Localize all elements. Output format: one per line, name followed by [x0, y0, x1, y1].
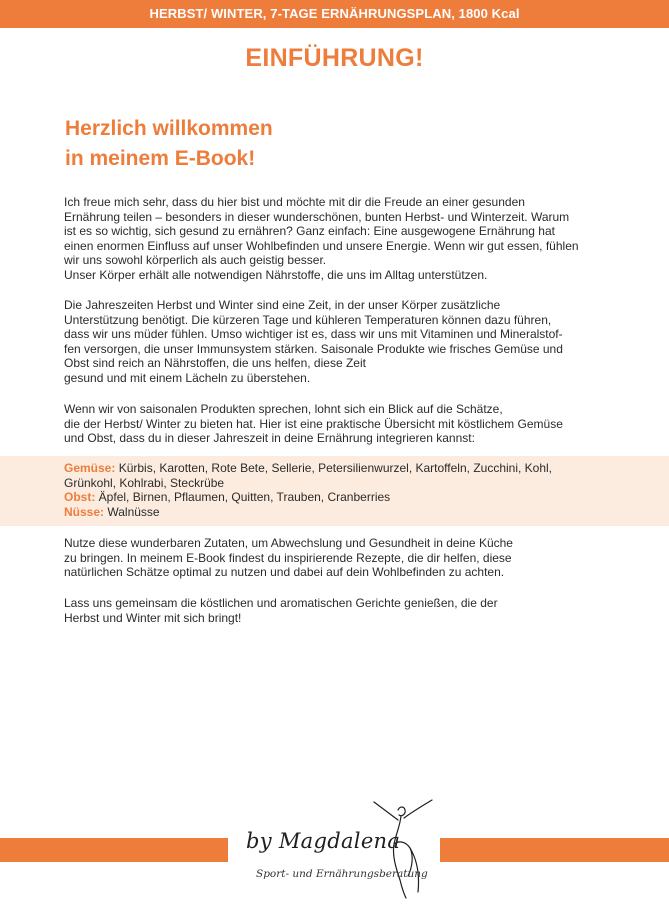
treasures-line: und Obst, dass du in dieser Jahreszeit in deine Ernährung integrieren kannst: [64, 431, 475, 445]
nuts-list: Walnüsse [104, 504, 160, 519]
greeting-heading [65, 114, 273, 174]
intro-line: Unser Körper erhält alle notwendigen Nährstoffe, die uns im Alltag unterstützen. [64, 267, 488, 282]
nuts-label: Nüsse: [64, 504, 105, 519]
seasons-line: dass wir uns müder fühlen. Umso wichtiger ist es, dass wir uns mit Vitaminen und Mineralstof- [64, 327, 563, 341]
seasons-line: gesund und mit einem Lächeln zu überstehen. [64, 370, 311, 385]
nuts-row [64, 505, 552, 520]
intro-line: Ich freue mich sehr, dass du hier bist und möchte mit dir die Freude an einer gesunden [64, 195, 525, 209]
usage-line: zu bringen. In meinem E-Book findest du inspirierende Rezepte, die dir helfen, diese [64, 550, 512, 565]
treasures-paragraph [64, 402, 604, 446]
closing-line: Herbst und Winter mit sich bringt! [64, 610, 242, 625]
treasures-line: die der Herbst/ Winter zu bieten hat. Hier ist eine praktische Übersicht mit köstlichem Gemüse [64, 416, 563, 431]
usage-line: Nutze diese wunderbaren Zutaten, um Abwechslung und Gesundheit in deine Küche [64, 536, 513, 550]
vegetables-label: Gemüse: [64, 461, 116, 475]
vegetables-row-continued: Grünkohl, Kohlrabi, Steckrübe [64, 475, 225, 490]
intro-line: Ernährung teilen – besonders in dieser wunderschönen, bunten Herbst- und Winterzeit. Warum [64, 209, 570, 224]
seasons-line: Obst sind reich an Nährstoffen, die uns helfen, diese Zeit [64, 356, 366, 370]
intro-line: einen enormen Einfluss auf unser Wohlbefinden und unsere Energie. Wenn wir gut essen, fühlen [64, 238, 579, 253]
seasons-line: Die Jahreszeiten Herbst und Winter sind eine Zeit, in der unser Körper zusätzliche [64, 298, 501, 312]
fruit-row [64, 490, 552, 505]
treasures-line: Wenn wir von saisonalen Produkten sprechen, lohnt sich ein Blick auf die Schätze, [64, 402, 503, 416]
intro-paragraph [64, 195, 604, 282]
seasons-line: fen versorgen, die unser Immunsystem stärken. Saisonale Produkte wie frisches Gemüse und [64, 341, 563, 356]
fruit-list: Äpfel, Birnen, Pflaumen, Quitten, Trauben, Cranberries [95, 490, 391, 504]
seasons-line: Unterstützung benötigt. Die kürzeren Tage und kühleren Temperaturen können dazu führen, [64, 312, 552, 327]
intro-line: ist es so wichtig, sich gesund zu ernähren? Ganz einfach: Eine ausgewogene Ernährung hat [64, 224, 555, 238]
seasons-paragraph [64, 298, 604, 385]
header-bar [0, 0, 669, 28]
header-text: HERBST/ WINTER, 7-TAGE ERNÄHRUNGSPLAN, 1800 Kcal [149, 6, 520, 21]
greeting-line-2: in meinem E-Book! [65, 147, 256, 170]
closing-line: Lass uns gemeinsam die köstlichen und aromatischen Gerichte genießen, die der [64, 596, 498, 610]
usage-line: natürlichen Schätze optimal zu nutzen und dabei auf dein Wohlbefinden zu achten. [64, 565, 505, 579]
usage-paragraph [64, 536, 604, 580]
page-title: EINFÜHRUNG! [245, 44, 424, 72]
produce-list [64, 461, 552, 519]
vegetables-row [64, 461, 552, 476]
fruit-label: Obst: [64, 490, 96, 504]
vegetables-list: Kürbis, Karotten, Rote Bete, Sellerie, Petersilienwurzel, Kartoffeln, Zucchini, Kohl, [115, 461, 553, 475]
closing-paragraph [64, 596, 604, 625]
intro-line: wir uns sowohl körperlich als auch geistig besser. [64, 253, 327, 267]
greeting-line-1: Herzlich willkommen [65, 117, 273, 140]
logo-wordmark: by Magdalena [246, 829, 401, 853]
logo-subtitle: Sport- und Ernährungsberatung [256, 868, 428, 880]
